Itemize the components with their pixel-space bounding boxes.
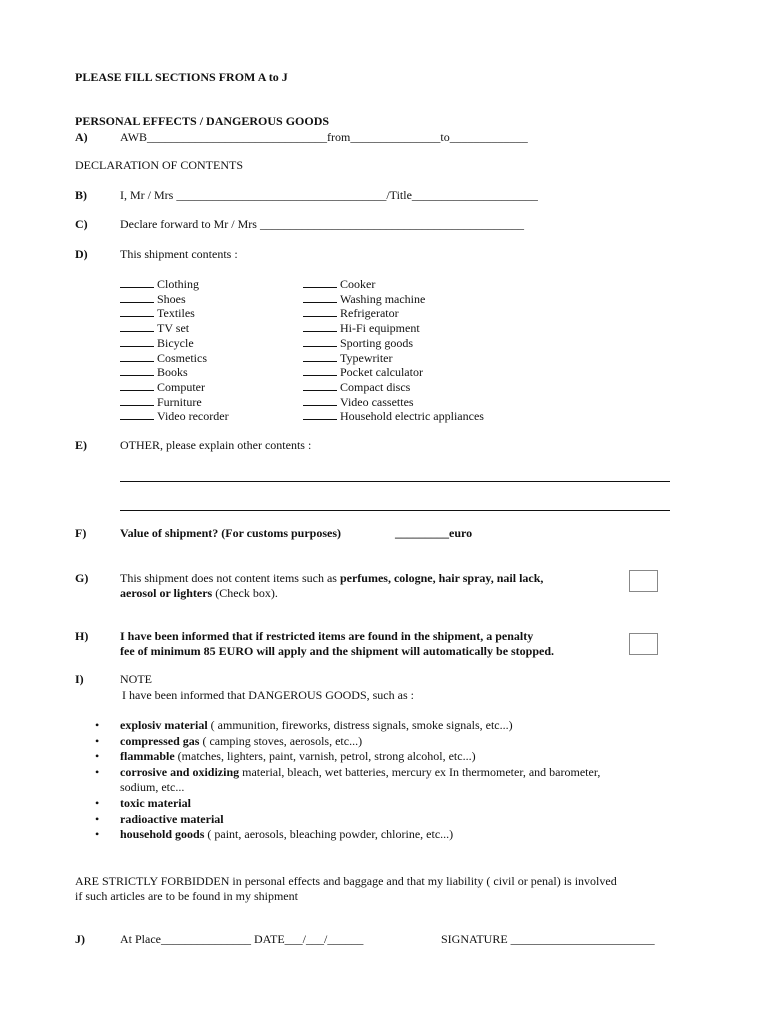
dangerous-goods-examples: material, bleach, wet batteries, mercury ex In thermometer, and barometer, — [239, 764, 601, 779]
contents-col1-item-label: Bicycle — [157, 335, 194, 350]
contents-col2-item — [303, 365, 423, 380]
contents-col1-item-blank[interactable] — [120, 321, 154, 332]
form-instruction: PLEASE FILL SECTIONS FROM A to J — [75, 70, 288, 84]
forbidden-statement-line-1: ARE STRICTLY FORBIDDEN in personal effects and baggage and that my liability ( civil or penal) is involved — [75, 874, 617, 888]
contents-col2-item — [303, 292, 425, 307]
section-j-label: J) — [75, 932, 85, 946]
contents-col2-item-blank[interactable] — [303, 351, 337, 362]
contents-col2-item — [303, 409, 484, 424]
dangerous-goods-examples: ( camping stoves, aerosols, etc...) — [199, 733, 363, 748]
contents-col2-item-blank[interactable] — [303, 321, 337, 332]
contents-col2-item — [303, 351, 392, 366]
contents-col1-item-blank[interactable] — [120, 365, 154, 376]
contents-col1-item-label: TV set — [157, 321, 190, 336]
contents-col2-item-label: Household electric appliances — [340, 409, 484, 424]
contents-col1-item-label: Cosmetics — [157, 350, 207, 365]
contents-col2-item-blank[interactable] — [303, 409, 337, 420]
shipment-value-field[interactable]: _________euro — [395, 526, 473, 540]
contents-col2-item-blank[interactable] — [303, 365, 337, 376]
shipment-value-question: Value of shipment? (For customs purposes) — [120, 526, 342, 540]
contents-col1-item-blank[interactable] — [120, 351, 154, 362]
place-date-field[interactable]: At Place_______________ DATE___/___/______ — [120, 932, 364, 946]
bullet-dot: • — [95, 796, 100, 810]
dangerous-goods-item — [120, 718, 513, 734]
contents-col1-item — [120, 306, 195, 321]
contents-col2-item — [303, 306, 399, 321]
dangerous-goods-item — [120, 749, 476, 765]
other-contents-line-2[interactable] — [120, 510, 670, 511]
contents-col2-item — [303, 336, 413, 351]
dangerous-goods-examples: ( ammunition, fireworks, distress signals, smoke signals, etc...) — [207, 718, 513, 732]
contents-col1-item — [120, 395, 202, 410]
other-contents-line-1[interactable] — [120, 481, 670, 482]
contents-col1-item-label: Shoes — [157, 291, 186, 306]
contents-col2-item-label: Video cassettes — [340, 394, 414, 409]
contents-col2-item-label: Pocket calculator — [340, 365, 423, 380]
contents-col2-item-blank[interactable] — [303, 395, 337, 406]
contents-col2-item-label: Compact discs — [340, 379, 411, 394]
dangerous-goods-intro: I have been informed that DANGEROUS GOODS, such as : — [122, 688, 414, 702]
dangerous-goods-item — [120, 734, 362, 750]
contents-col1-item — [120, 277, 199, 292]
contents-col1-item — [120, 380, 205, 395]
bullet-dot: • — [95, 827, 100, 842]
contents-col1-item-blank[interactable] — [120, 409, 154, 420]
contents-col1-item — [120, 351, 207, 366]
contents-col1-item-blank[interactable] — [120, 306, 154, 317]
bullet-dot: • — [95, 718, 100, 732]
section-a-heading: PERSONAL EFFECTS / DANGEROUS GOODS — [75, 114, 330, 128]
penalty-notice-line-2: fee of minimum 85 EURO will apply and the shipment will automatically be stopped. — [120, 644, 555, 658]
contents-col2-item-label: Washing machine — [340, 291, 426, 306]
bullet-dot: • — [95, 733, 100, 748]
contents-col2-item-blank[interactable] — [303, 306, 337, 317]
bullet-dot: • — [95, 764, 100, 779]
contents-col2-item-blank[interactable] — [303, 336, 337, 347]
dangerous-goods-item-continued: sodium, etc... — [120, 780, 185, 795]
bullet-dot: • — [95, 749, 100, 764]
contents-col2-item-label: Typewriter — [340, 350, 393, 365]
contents-col2-item-label: Refrigerator — [340, 306, 399, 321]
section-g-check-hint: (Check box). — [212, 586, 278, 600]
name-title-field[interactable]: I, Mr / Mrs ___________________________________/Title_____________________ — [120, 188, 538, 202]
section-h-checkbox[interactable] — [629, 633, 658, 655]
section-i-label: I) — [75, 672, 84, 686]
dangerous-goods-examples: ( paint, aerosols, bleaching powder, chlorine, etc...) — [204, 827, 454, 842]
section-c-label: C) — [75, 217, 88, 231]
contents-col1-item-label: Textiles — [157, 306, 195, 321]
contents-col2-item — [303, 277, 375, 292]
forbidden-statement-line-2: if such articles are to be found in my shipment — [75, 889, 298, 903]
awb-field[interactable]: AWB______________________________from_______________to_____________ — [120, 130, 528, 144]
section-g-line-2 — [120, 586, 278, 601]
contents-col2-item-label: Cooker — [340, 277, 376, 291]
dangerous-goods-category: household goods — [120, 827, 205, 842]
shipment-contents-title: This shipment contents : — [120, 247, 238, 261]
contents-col2-item — [303, 395, 414, 410]
dangerous-goods-item — [120, 827, 453, 843]
note-title: NOTE — [120, 672, 152, 686]
other-contents-title: OTHER, please explain other contents : — [120, 438, 312, 452]
contents-col1-item-label: Computer — [157, 379, 205, 394]
dangerous-goods-category: explosiv material — [120, 718, 208, 732]
contents-col2-item — [303, 380, 410, 395]
contents-col1-item — [120, 409, 229, 424]
contents-col2-item-label: Hi-Fi equipment — [340, 321, 420, 336]
section-b-label: B) — [75, 188, 87, 202]
section-g-checkbox[interactable] — [629, 570, 658, 592]
section-h-label: H) — [75, 629, 89, 643]
contents-col2-item — [303, 321, 420, 336]
contents-col1-item-label: Furniture — [157, 394, 202, 409]
section-a-label: A) — [75, 130, 88, 144]
contents-col1-item-blank[interactable] — [120, 277, 154, 288]
bullet-dot: • — [95, 811, 100, 826]
contents-col1-item-label: Books — [157, 365, 188, 380]
dangerous-goods-category: toxic material — [120, 796, 191, 810]
contents-col1-item — [120, 292, 186, 307]
contents-col1-item-blank[interactable] — [120, 395, 154, 406]
dangerous-goods-item — [120, 812, 224, 828]
contents-col1-item-label: Video recorder — [157, 409, 229, 424]
contents-col2-item-blank[interactable] — [303, 380, 337, 391]
contents-col2-item-label: Sporting goods — [340, 335, 414, 350]
signature-field[interactable]: SIGNATURE ________________________ — [441, 932, 655, 946]
dangerous-goods-examples: (matches, lighters, paint, varnish, petrol, strong alcohol, etc...) — [174, 749, 476, 764]
section-e-label: E) — [75, 438, 87, 452]
dangerous-goods-category: corrosive and oxidizing — [120, 764, 240, 779]
dangerous-goods-item — [120, 796, 191, 812]
penalty-notice-line-1: I have been informed that if restricted items are found in the shipment, a penalty — [120, 629, 534, 643]
contents-col1-item-blank[interactable] — [120, 380, 154, 391]
section-g-line-1 — [120, 571, 543, 586]
contents-col1-item — [120, 336, 194, 351]
contents-col1-item-blank[interactable] — [120, 292, 154, 303]
contents-col2-item-blank[interactable] — [303, 292, 337, 303]
section-g-text: This shipment does not content items such as — [120, 571, 340, 585]
contents-col1-item — [120, 321, 189, 336]
contents-col1-item-blank[interactable] — [120, 336, 154, 347]
section-d-label: D) — [75, 247, 88, 261]
section-g-bold-items: perfumes, cologne, hair spray, nail lack, — [339, 571, 544, 585]
declaration-heading: DECLARATION OF CONTENTS — [75, 158, 243, 172]
forward-to-field[interactable]: Declare forward to Mr / Mrs ____________________________________________ — [120, 217, 524, 231]
dangerous-goods-category: compressed gas — [120, 733, 200, 748]
section-f-label: F) — [75, 526, 87, 540]
section-g-bold-items-2: aerosol or lighters — [120, 586, 213, 600]
dangerous-goods-item — [120, 765, 600, 781]
contents-col2-item-blank[interactable] — [303, 277, 337, 288]
contents-col1-item-label: Clothing — [157, 277, 200, 291]
dangerous-goods-category: radioactive material — [120, 811, 224, 826]
dangerous-goods-category: flammable — [120, 749, 175, 764]
section-g-label: G) — [75, 571, 89, 585]
contents-col1-item — [120, 365, 188, 380]
